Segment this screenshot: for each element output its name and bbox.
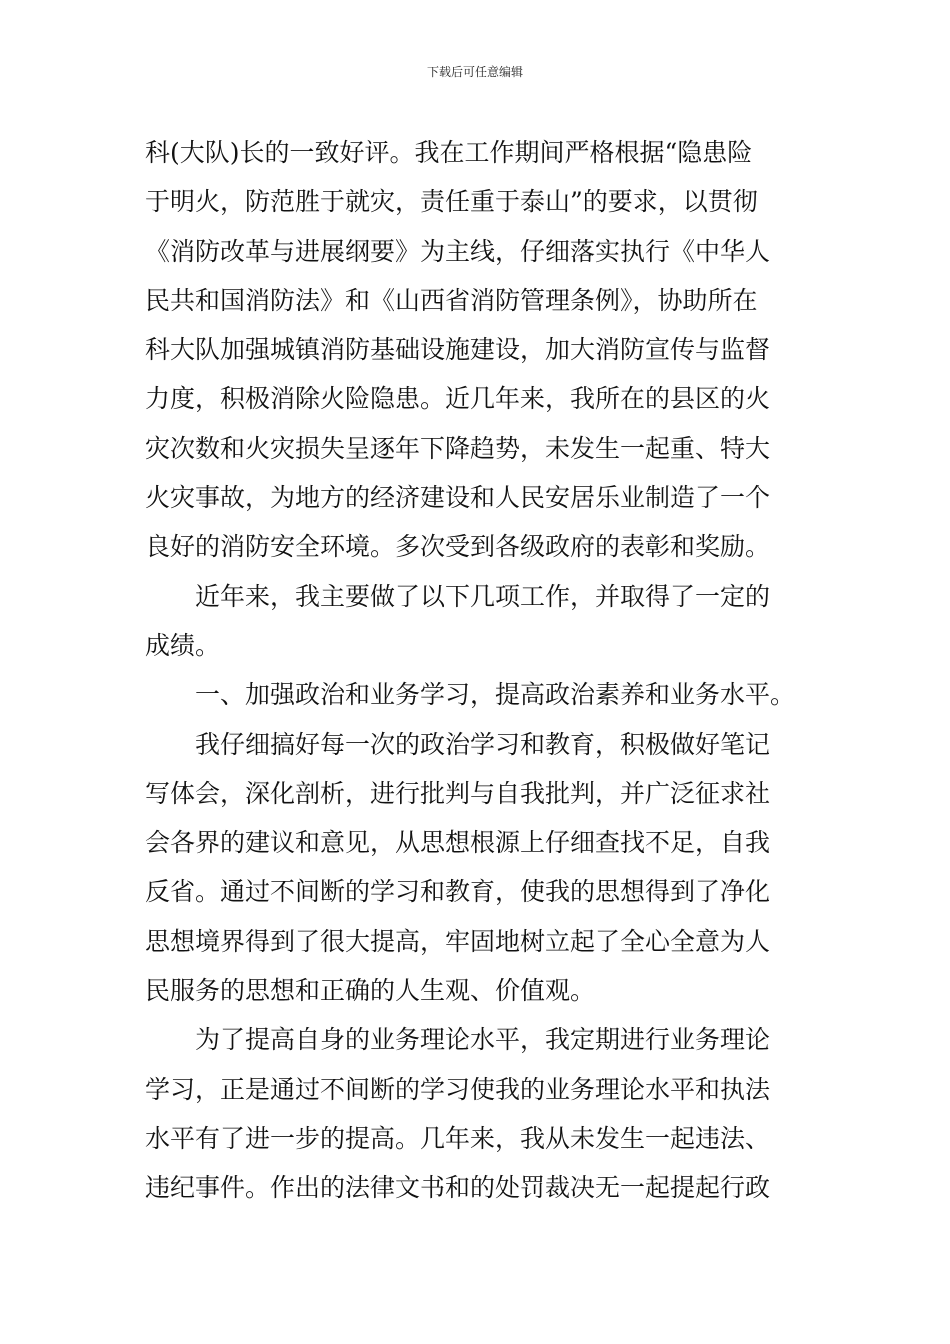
text-line: 《消防改革与进展纲要》为主线，仔细落实执行《中华人	[145, 236, 771, 266]
text-line: 力度，积极消除火险隐患。近几年来，我所在的县区的火	[145, 384, 771, 414]
text-line: 近年来，我主要做了以下几项工作，并取得了一定的	[195, 581, 771, 611]
text-line: 我仔细搞好每一次的政治学习和教育，积极做好笔记	[195, 729, 771, 759]
text-line: 反省。通过不间断的学习和教育，使我的思想得到了净化	[145, 877, 771, 907]
text-line: 成绩。	[145, 630, 221, 660]
page-header: 下载后可任意编辑	[426, 65, 523, 79]
text-line: 为了提高自身的业务理论水平，我定期进行业务理论	[195, 1025, 771, 1055]
text-line: 会各界的建议和意见，从思想根源上仔细查找不足，自我	[145, 828, 771, 858]
text-line: 违纪事件。作出的法律文书和的处罚裁决无一起提起行政	[145, 1173, 771, 1203]
text-line: 火灾事故，为地方的经济建设和人民安居乐业制造了一个	[145, 483, 771, 513]
text-line: 学习，正是通过不间断的学习使我的业务理论水平和执法	[145, 1074, 771, 1104]
text-line: 水平有了进一步的提高。几年来，我从未发生一起违法、	[145, 1123, 771, 1153]
text-line: 思想境界得到了很大提高，牢固地树立起了全心全意为人	[145, 926, 771, 956]
text-line: 民服务的思想和正确的人生观、价值观。	[145, 976, 596, 1006]
text-line: 于明火，防范胜于就灾，责任重于泰山”的要求，以贯彻	[145, 187, 758, 217]
text-line: 一、加强政治和业务学习，提高政治素养和业务水平。	[195, 680, 796, 710]
text-line: 民共和国消防法》和《山西省消防管理条例》，协助所在	[145, 285, 758, 315]
text-line: 灾次数和火灾损失呈逐年下降趋势，未发生一起重、特大	[145, 433, 771, 463]
text-line: 良好的消防安全环境。多次受到各级政府的表彰和奖励。	[145, 532, 771, 562]
text-line: 科大队加强城镇消防基础设施建设，加大消防宣传与监督	[145, 335, 771, 365]
text-line: 写体会，深化剖析，进行批判与自我批判，并广泛征求社	[145, 778, 771, 808]
text-line: 科(大队)长的一致好评。我在工作期间严格根据“隐患险	[145, 138, 753, 167]
document-body	[145, 128, 807, 1213]
